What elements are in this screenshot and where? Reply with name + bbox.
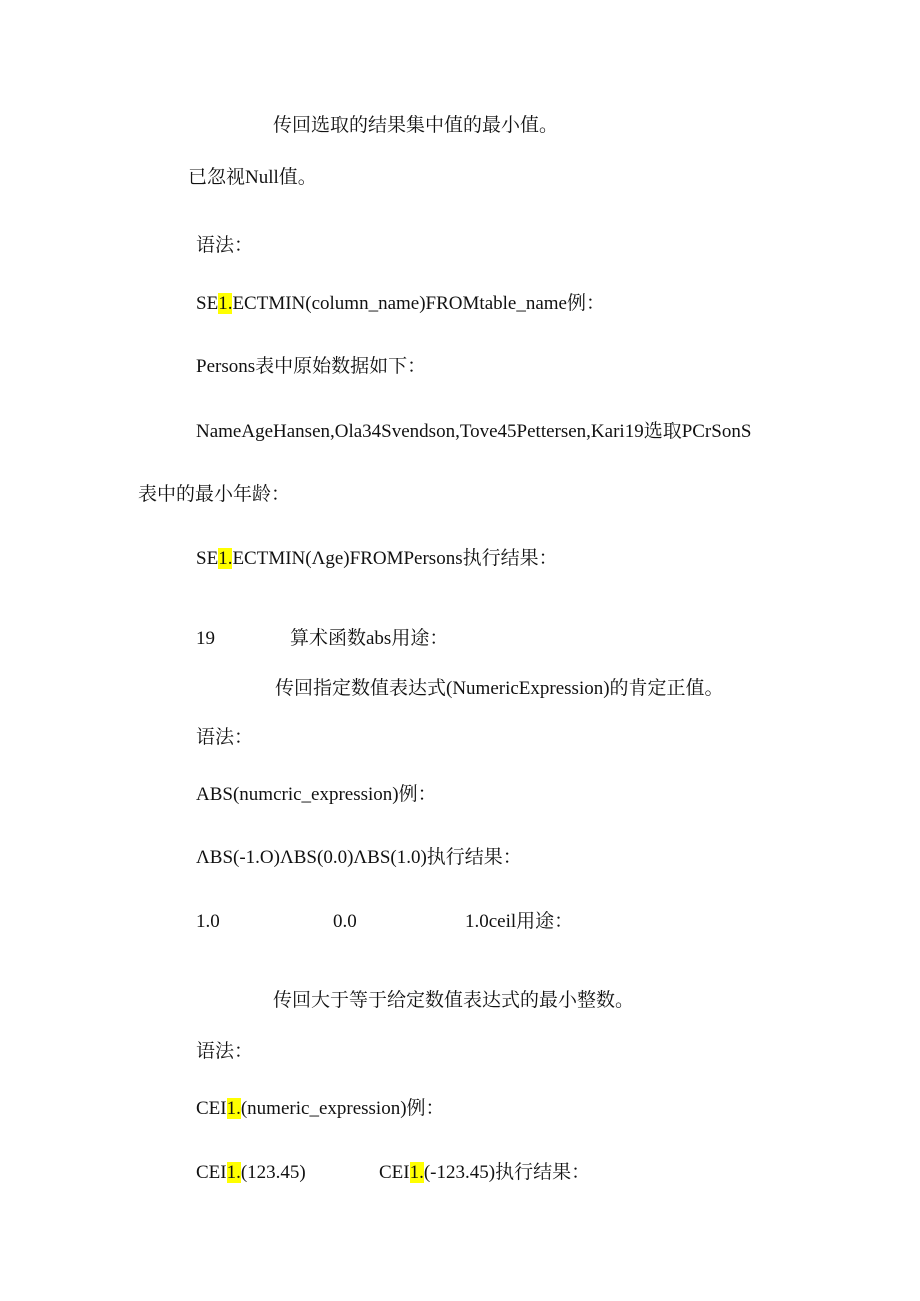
code-text: CEI	[379, 1162, 410, 1183]
ceil-example-2	[379, 1160, 590, 1186]
abs-example: ΛBS(-1.O)ΛBS(0.0)ΛBS(1.0)执行结果：	[196, 847, 522, 868]
code-text: (-123.45)执行结果：	[423, 1162, 591, 1183]
code-text: CEI	[196, 1162, 227, 1183]
code-text: SE	[196, 293, 219, 314]
abs-purpose: 传回指定数值表达式(NumericExpression)的肯定正值。	[275, 678, 724, 699]
null-note: 已忽视Null值。	[188, 167, 317, 188]
min-syntax-label: 语法：	[196, 235, 254, 256]
abs-title: 算术函数abs用途：	[290, 628, 449, 649]
abs-syntax-label: 语法：	[196, 727, 254, 748]
table-intro: Persons表中原始数据如下：	[196, 356, 427, 377]
ceil-example-1	[196, 1160, 306, 1186]
highlighted-text: 1.	[218, 293, 233, 314]
abs-result-1: 1.0	[196, 911, 220, 932]
code-text: SE	[196, 548, 219, 569]
code-text: ECTMIN(Λge)FROMPersons执行结果：	[232, 548, 558, 569]
code-text: CEI	[196, 1098, 227, 1119]
min-example	[196, 546, 558, 572]
code-text: (123.45)	[240, 1162, 306, 1183]
highlighted-text: 1.	[409, 1162, 424, 1183]
ceil-purpose: 传回大于等于给定数值表达式的最小整数。	[273, 990, 635, 1011]
ceil-syntax-code	[196, 1096, 445, 1122]
ceil-syntax-label: 语法：	[196, 1041, 254, 1062]
highlighted-text: 1.	[218, 548, 233, 569]
highlighted-text: 1.	[226, 1098, 241, 1119]
code-text: (numeric_expression)例：	[240, 1098, 445, 1119]
min-syntax-code	[196, 291, 605, 317]
code-text: ECTMIN(column_name)FROMtable_name例：	[232, 293, 605, 314]
abs-result-2: 0.0	[333, 911, 357, 932]
min-purpose: 传回选取的结果集中值的最小值。	[273, 115, 559, 136]
table-data-continued: 表中的最小年龄：	[138, 484, 291, 505]
min-result-value: 19	[196, 628, 215, 649]
table-data: NameAgeHansen,Ola34Svendson,Tove45Pettersen,Kari19选取PCrSonS	[196, 421, 752, 442]
abs-syntax-code: ABS(numcric_expression)例：	[196, 784, 437, 805]
abs-result-3: 1.0ceil用途：	[465, 911, 574, 932]
highlighted-text: 1.	[226, 1162, 241, 1183]
